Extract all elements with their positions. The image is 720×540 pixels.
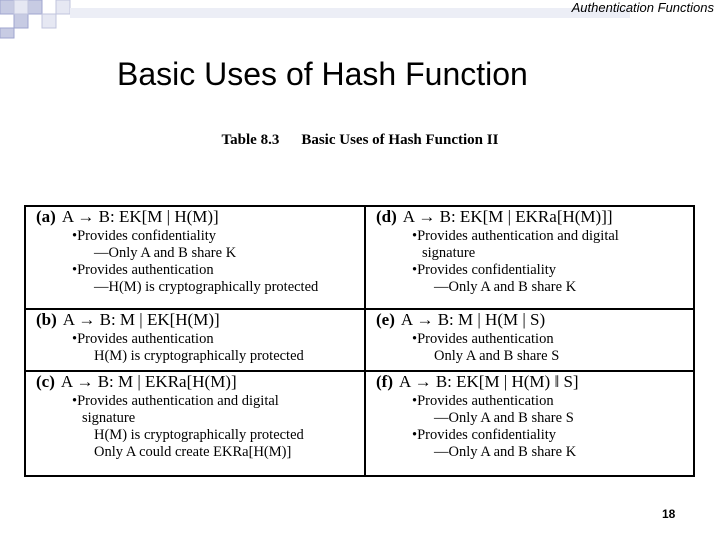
cell-line: —Only A and B share K [94,245,237,261]
table-cell-f [366,372,693,475]
cell-formula: (e) A → B: M | H(M | S) [376,310,546,329]
cell-formula: (a) A → B: EK[M | H(M)] [36,207,219,226]
table-cell-b [26,310,364,370]
cell-line: H(M) is cryptographically protected [94,427,304,443]
table-cell-e [366,310,693,370]
cell-line: •Provides authentication [412,393,554,409]
cell-formula: (b) A → B: M | EK[H(M)] [36,310,220,329]
cell-line: Only A could create EKRa[H(M)] [94,444,292,460]
cell-line: H(M) is cryptographically protected [94,348,304,364]
table-number: Table 8.3 [221,132,280,148]
cell-formula: (c) A → B: M | EKRa[H(M)] [36,372,237,391]
table-title: Basic Uses of Hash Function II [301,132,499,148]
cell-formula: (f) A → B: EK[M | H(M) ‖ S] [376,372,579,391]
cell-line: •Provides authentication [72,262,214,278]
cell-line: •Provides confidentiality [412,427,557,443]
cell-line: —Only A and B share S [434,410,574,426]
cell-line: —H(M) is cryptographically protected [94,279,319,295]
table-cell-d [366,207,693,308]
cell-line: —Only A and B share K [434,444,577,460]
cell-line: •Provides confidentiality [72,228,217,244]
cell-line: Only A and B share S [434,348,560,364]
slide-title: Basic Uses of Hash Function [117,56,528,92]
table-cell-c [26,372,364,475]
section-header: Authentication Functions [571,0,714,15]
cell-line: signature [422,245,476,261]
table-caption [0,132,720,149]
table-cell-a [26,207,364,308]
cell-line: signature [82,410,136,426]
hash-uses-table [24,205,695,477]
cell-line: •Provides confidentiality [412,262,557,278]
cell-line: •Provides authentication [412,331,554,347]
cell-line: •Provides authentication [72,331,214,347]
cell-formula: (d) A → B: EK[M | EKRa[H(M)]] [376,207,613,226]
cell-line: •Provides authentication and digital [412,228,619,244]
page-number: 18 [662,507,676,521]
cell-line: •Provides authentication and digital [72,393,279,409]
cell-line: —Only A and B share K [434,279,577,295]
